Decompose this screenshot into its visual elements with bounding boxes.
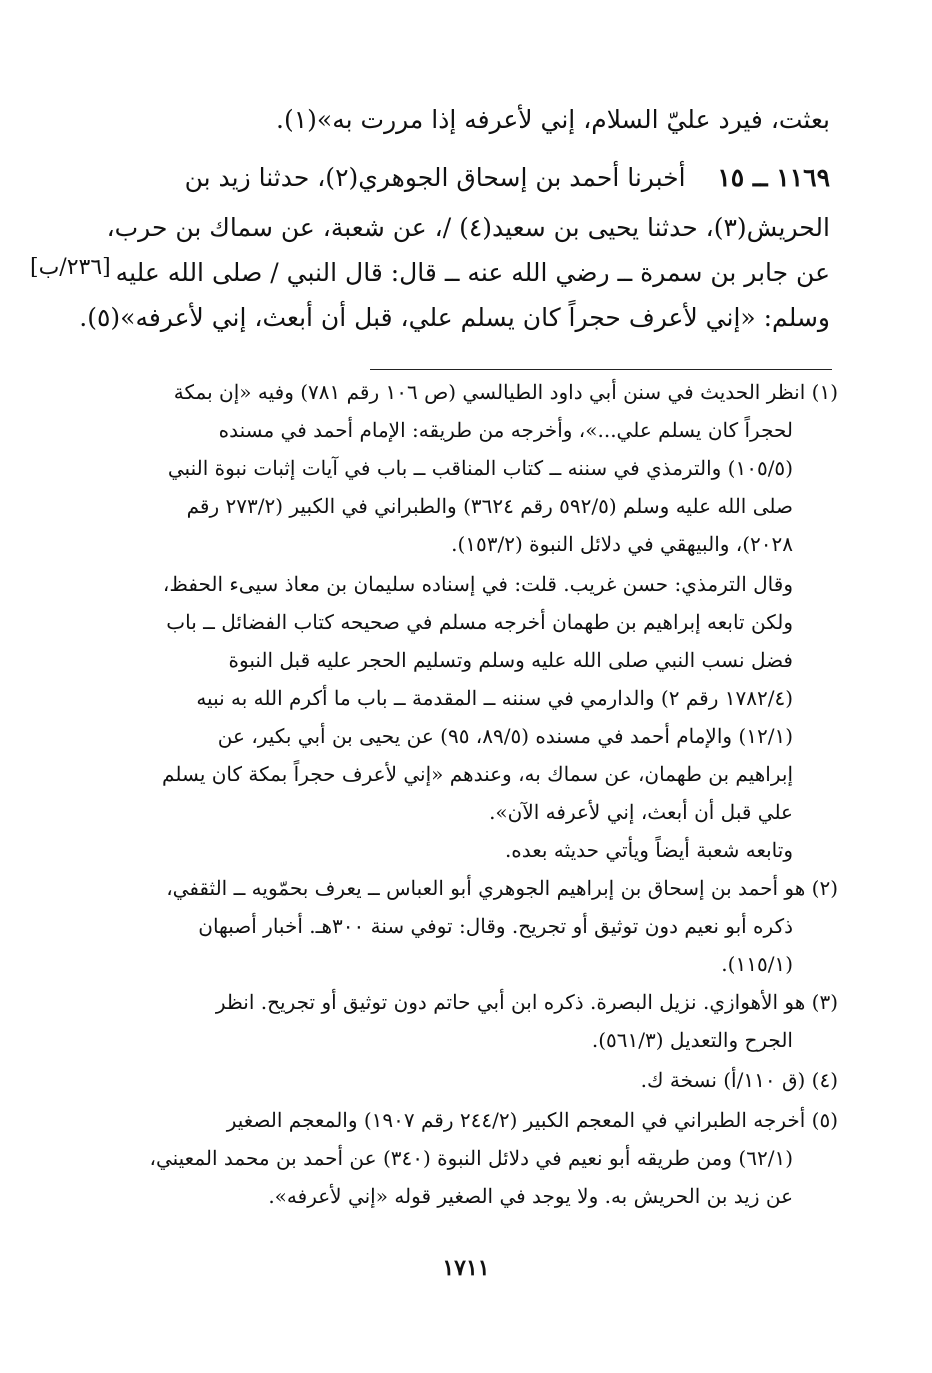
main-line-4: عن جابر بن سمرة ــ رضي الله عنه ــ قال: قال النبي / صلى الله عليه [115, 258, 830, 287]
footnote-line: علي قبل أن أبعث، إني لأعرفه الآن». [489, 800, 793, 824]
footnote-line: (٥) أخرجه الطبراني في المعجم الكبير (٢٤٤/٢ رقم ١٩٠٧) والمعجم الصغير [226, 1108, 838, 1132]
hadith-number: ١١٦٩ ــ ١٥ [717, 163, 830, 192]
main-line-3: الحريش(٣)، حدثنا يحيى بن سعيد(٤) /، عن شعبة، عن سماك بن حرب، [106, 213, 830, 242]
footnote-line: ولكن تابعه إبراهيم بن طهمان أخرجه مسلم في صحيحه كتاب الفضائل ــ باب [166, 610, 793, 634]
main-line-2-text: أخبرنا أحمد بن إسحاق الجوهري(٢)، حدثنا زيد بن [184, 163, 686, 192]
footnote-line: صلى الله عليه وسلم (٥٩٢/٥ رقم ٣٦٢٤) والطبراني في الكبير (٢٧٣/٢ رقم [186, 494, 793, 518]
footnote-line: (١) انظر الحديث في سنن أبي داود الطيالسي (ص ١٠٦ رقم ٧٨١) وفيه «إن بمكة [173, 380, 838, 404]
margin-reference: [٢٣٦/ب] [30, 255, 111, 280]
footnote-line: (١٠٥/٥) والترمذي في سننه ــ كتاب المناقب ــ باب في آيات إثبات نبوة النبي [167, 456, 793, 480]
footnote-line: لحجراً كان يسلم علي...»، وأخرجه من طريقه: الإمام أحمد في مسنده [218, 418, 793, 442]
footnote-line: (٦٢/١) ومن طريقه أبو نعيم في دلائل النبوة (٣٤٠) عن أحمد بن محمد المعيني، [149, 1146, 793, 1170]
footnote-line: (١١٥/١). [721, 952, 793, 976]
page-number: ١٧١١ [442, 1255, 490, 1281]
main-line-5: وسلم: «إني لأعرف حجراً كان يسلم علي، قبل أن أبعث، إني لأعرفه»(٥). [79, 303, 830, 332]
footnote-line: وتابعه شعبة أيضاً ويأتي حديثه بعده. [504, 838, 793, 862]
footnote-line: (١٢/١) والإمام أحمد في مسنده (٨٩/٥، ٩٥) عن يحيى بن أبي بكير، عن [217, 724, 793, 748]
main-line-1: بعثت، فيرد عليّ السلام، إني لأعرفه إذا مررت به»(١). [276, 105, 830, 134]
footnote-line: إبراهيم بن طهمان، عن سماك به، وعندهم «إني لأعرف حجراً بمكة كان يسلم [162, 762, 793, 786]
footnote-line: عن زيد بن الحريش به. ولا يوجد في الصغير قوله «إني لأعرفه». [268, 1184, 793, 1208]
footnote-line: وقال الترمذي: حسن غريب. قلت: في إسناده سليمان بن معاذ سيىء الحفظ، [162, 572, 793, 596]
footnote-line: (٤) (ق ١١٠/أ) نسخة ك. [640, 1068, 838, 1092]
footnote-line: (٣) هو الأهوازي. نزيل البصرة. ذكره ابن أبي حاتم دون توثيق أو تجريح. انظر [215, 990, 838, 1014]
main-line-2 [130, 158, 830, 198]
footnote-line: (٢) هو أحمد بن إسحاق بن إبراهيم الجوهري أبو العباس ــ يعرف بحمّويه ــ الثقفي، [166, 876, 838, 900]
footnote-line: الجرح والتعديل (٥٦١/٣). [591, 1028, 793, 1052]
footnote-line: فضل نسب النبي صلى الله عليه وسلم وتسليم الحجر عليه قبل النبوة [228, 648, 793, 672]
footnote-line: ٢٠٢٨)، والبيهقي في دلائل النبوة (١٥٣/٢). [451, 532, 793, 556]
footnote-line: (١٧٨٢/٤ رقم ٢) والدارمي في سننه ــ المقدمة ــ باب ما أكرم الله به نبيه [196, 686, 793, 710]
footnote-line: ذكره أبو نعيم دون توثيق أو تجريح. وقال: توفي سنة ٣٠٠هـ. أخبار أصبهان [198, 914, 793, 938]
footnote-separator [370, 369, 832, 370]
